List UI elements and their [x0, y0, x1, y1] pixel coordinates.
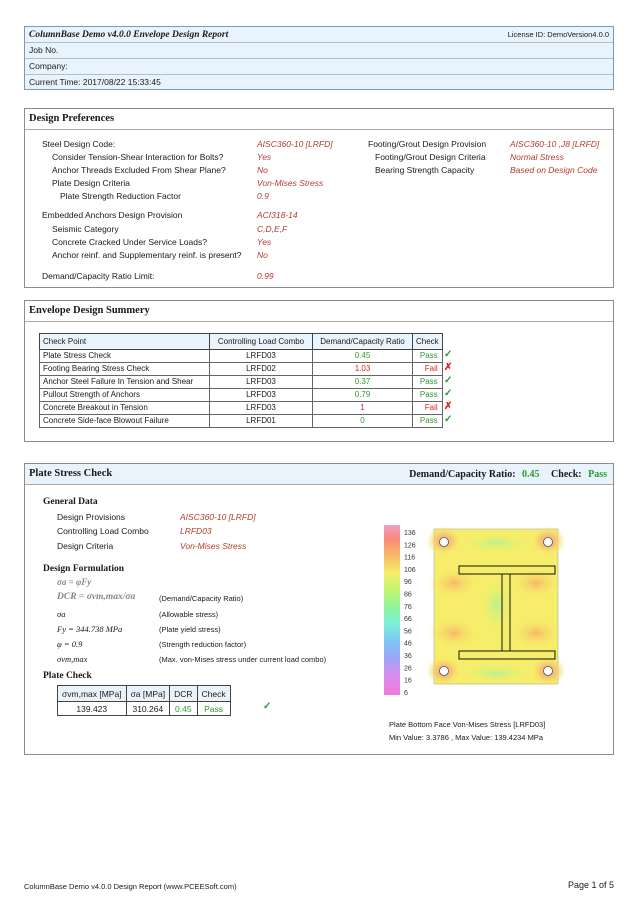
- dcr-desc: (Demand/Capacity Ratio): [159, 594, 244, 603]
- section-title: Design Preferences: [25, 109, 613, 130]
- cell-point: Concrete Breakout in Tension: [40, 402, 210, 415]
- legend-tick-label: 116: [404, 554, 416, 562]
- header-title-row: [25, 27, 613, 43]
- plot-min-max: Min Value: 3.3786 , Max Value: 139.4234 MPa: [389, 733, 543, 742]
- table-row: [40, 350, 443, 363]
- cracked-label: Concrete Cracked Under Service Loads?: [52, 237, 207, 247]
- dc-limit-value: 0.99: [257, 271, 274, 281]
- legend-ticks: [404, 530, 416, 697]
- section-title: Plate Stress Check: [25, 464, 613, 485]
- table-header-row: [58, 686, 231, 702]
- col-check-point: Check Point: [40, 334, 210, 350]
- legend-tick-label: 46: [404, 640, 412, 648]
- combo-label: Controlling Load Combo: [57, 526, 149, 536]
- plate-stress-section: [24, 463, 614, 755]
- table-row: [58, 702, 231, 716]
- cell-combo: LRFD03: [210, 350, 313, 363]
- check-label: Check:: [551, 469, 582, 480]
- cell-ratio: 1.03: [313, 363, 413, 376]
- plate-dcr-summary: [409, 469, 607, 480]
- cell-combo: LRFD03: [210, 376, 313, 389]
- footing-criteria-value: Normal Stress: [510, 152, 564, 162]
- legend-tick-label: 66: [404, 616, 412, 624]
- legend-tick-label: 56: [404, 628, 412, 636]
- cell-check: Fail: [413, 363, 443, 376]
- col-load-combo: Controlling Load Combo: [210, 334, 313, 350]
- threads-label: Anchor Threads Excluded From Shear Plane?: [52, 165, 226, 175]
- col-check: Check: [413, 334, 443, 350]
- col-check: Check: [197, 686, 230, 702]
- report-title: ColumnBase Demo v4.0.0 Envelope Design Report: [29, 30, 229, 40]
- phi-label: φ = 0.9: [57, 639, 83, 649]
- company: Company:: [25, 59, 613, 75]
- page-number: Page 1 of 5: [567, 880, 614, 890]
- sa-desc: (Allowable stress): [159, 610, 219, 619]
- legend-tick-label: 86: [404, 591, 412, 599]
- footing-value: AISC360-10 ,J8 [LRFD]: [510, 139, 600, 149]
- fy-desc: (Plate yield stress): [159, 625, 221, 634]
- legend-tick-label: 36: [404, 653, 412, 660]
- col-dcr: DCR: [170, 686, 197, 702]
- anchor-provision-label: Embedded Anchors Design Provision: [42, 210, 183, 220]
- cell-combo: LRFD03: [210, 389, 313, 402]
- legend-tick-label: 96: [404, 579, 412, 587]
- von-mises-contour-plot: [384, 515, 564, 717]
- plot-caption: Plate Bottom Face Von-Mises Stress [LRFD03]: [389, 720, 546, 729]
- plate-check-table: [57, 685, 231, 716]
- formula-dcr: DCR = σvm,max/σa: [57, 592, 136, 602]
- table-row: [40, 376, 443, 389]
- provisions-value: AISC360-10 [LRFD]: [180, 512, 256, 522]
- pass-check-icon: ✓: [444, 388, 453, 399]
- table-row: [40, 389, 443, 402]
- cell-sa: 310.264: [126, 702, 170, 716]
- legend-tick-label: 76: [404, 603, 412, 611]
- cell-check: Fail: [413, 402, 443, 415]
- job-no: Job No.: [25, 43, 613, 59]
- cell-point: Anchor Steel Failure In Tension and Shear: [40, 376, 210, 389]
- cell-check: Pass: [413, 415, 443, 428]
- formulation-heading: Design Formulation: [43, 564, 125, 574]
- section-title: Envelope Design Summery: [25, 301, 613, 322]
- cell-point: Plate Stress Check: [40, 350, 210, 363]
- table-row: [40, 415, 443, 428]
- pass-check-icon: ✓: [444, 349, 453, 360]
- report-header: [24, 26, 614, 90]
- steel-code-value: AISC360-10 [LRFD]: [257, 139, 333, 149]
- anchor-hole: [440, 667, 449, 676]
- dcr-label: Demand/Capacity Ratio:: [409, 469, 516, 480]
- anchor-hole: [544, 538, 553, 547]
- provisions-label: Design Provisions: [57, 512, 126, 522]
- design-preferences-section: [24, 108, 614, 288]
- license-id: License ID: DemoVersion4.0.0: [507, 30, 609, 39]
- plate-reduction-value: 0.9: [257, 191, 269, 201]
- fail-cross-icon: ✗: [444, 362, 453, 373]
- legend-tick-label: 106: [404, 566, 416, 574]
- col-sa: σa [MPa]: [126, 686, 170, 702]
- combo-value: LRFD03: [180, 526, 212, 536]
- cracked-value: Yes: [257, 237, 272, 247]
- cell-check: Pass: [413, 350, 443, 363]
- tension-shear-value: Yes: [257, 152, 272, 162]
- current-time: Current Time: 2017/08/22 15:33:45: [29, 77, 161, 87]
- cell-ratio: 1: [313, 402, 413, 415]
- criteria-value: Von-Mises Stress: [180, 541, 247, 551]
- dcr-value: 0.45: [522, 469, 540, 480]
- envelope-summary-section: [24, 300, 614, 442]
- anchor-provision-value: ACI318-14: [257, 210, 298, 220]
- summary-table: [39, 333, 443, 428]
- seismic-label: Seismic Category: [52, 224, 119, 234]
- footing-label: Footing/Grout Design Provision: [368, 139, 487, 149]
- plate-reduction-label: Plate Strength Reduction Factor: [60, 191, 181, 201]
- col-svm: σvm,max [MPa]: [58, 686, 127, 702]
- cell-ratio: 0: [313, 415, 413, 428]
- cell-check: Pass: [413, 376, 443, 389]
- col-dc-ratio: Demand/Capacity Ratio: [313, 334, 413, 350]
- fy-label: Fy = 344.738 MPa: [57, 624, 123, 634]
- cell-point: Pullout Strength of Anchors: [40, 389, 210, 402]
- cell-combo: LRFD03: [210, 402, 313, 415]
- cell-ratio: 0.37: [313, 376, 413, 389]
- fail-cross-icon: ✗: [444, 401, 453, 412]
- plate-contour: [426, 526, 564, 686]
- tension-shear-label: Consider Tension-Shear Interaction for Bolts?: [52, 152, 224, 162]
- formula-allowable: σa = φFy: [57, 577, 92, 587]
- pass-check-icon: ✓: [263, 701, 272, 712]
- dc-limit-label: Demand/Capacity Ratio Limit:: [42, 271, 155, 281]
- reinf-value: No: [257, 250, 268, 260]
- anchor-hole: [544, 667, 553, 676]
- svm-label: σvm,max: [57, 654, 88, 664]
- legend-tick-label: 6: [404, 689, 408, 697]
- cell-point: Footing Bearing Stress Check: [40, 363, 210, 376]
- table-row: [40, 402, 443, 415]
- legend-tick-label: 126: [404, 542, 416, 550]
- reinf-label: Anchor reinf. and Supplementary reinf. is present?: [52, 250, 242, 260]
- legend-tick-label: 136: [404, 530, 416, 537]
- cell-dcr: 0.45: [170, 702, 197, 716]
- plate-check-heading: Plate Check: [43, 671, 92, 681]
- cell-ratio: 0.45: [313, 350, 413, 363]
- phi-desc: (Strength reduction factor): [159, 640, 247, 649]
- footing-criteria-label: Footing/Grout Design Criteria: [375, 152, 486, 162]
- legend-tick-label: 26: [404, 665, 412, 673]
- cell-ratio: 0.79: [313, 389, 413, 402]
- cell-check: Pass: [413, 389, 443, 402]
- plate-criteria-label: Plate Design Criteria: [52, 178, 130, 188]
- pass-check-icon: ✓: [444, 414, 453, 425]
- threads-value: No: [257, 165, 268, 175]
- svm-desc: (Max. von-Mises stress under current load combo): [159, 655, 327, 664]
- cell-point: Concrete Side-face Blowout Failure: [40, 415, 210, 428]
- steel-code-label: Steel Design Code:: [42, 139, 116, 149]
- sa-label: σa: [57, 609, 66, 619]
- bearing-value: Based on Design Code: [510, 165, 598, 175]
- cell-svm: 139.423: [58, 702, 127, 716]
- legend-tick-label: 16: [404, 677, 412, 685]
- cell-combo: LRFD02: [210, 363, 313, 376]
- table-row: [40, 363, 443, 376]
- table-header-row: [40, 334, 443, 350]
- bearing-label: Bearing Strength Capacity: [375, 165, 475, 175]
- cell-check: Pass: [197, 702, 230, 716]
- footer-text: ColumnBase Demo v4.0.0 Design Report (www.PCEESoft.com): [24, 882, 237, 891]
- legend-color-bar: [384, 525, 400, 695]
- plate-criteria-value: Von-Mises Stress: [257, 178, 324, 188]
- general-data-heading: General Data: [43, 497, 98, 507]
- anchor-hole: [440, 538, 449, 547]
- cell-combo: LRFD01: [210, 415, 313, 428]
- criteria-label: Design Criteria: [57, 541, 114, 551]
- seismic-value: C,D,E,F: [257, 224, 288, 234]
- check-value: Pass: [588, 469, 607, 480]
- pass-check-icon: ✓: [444, 375, 453, 386]
